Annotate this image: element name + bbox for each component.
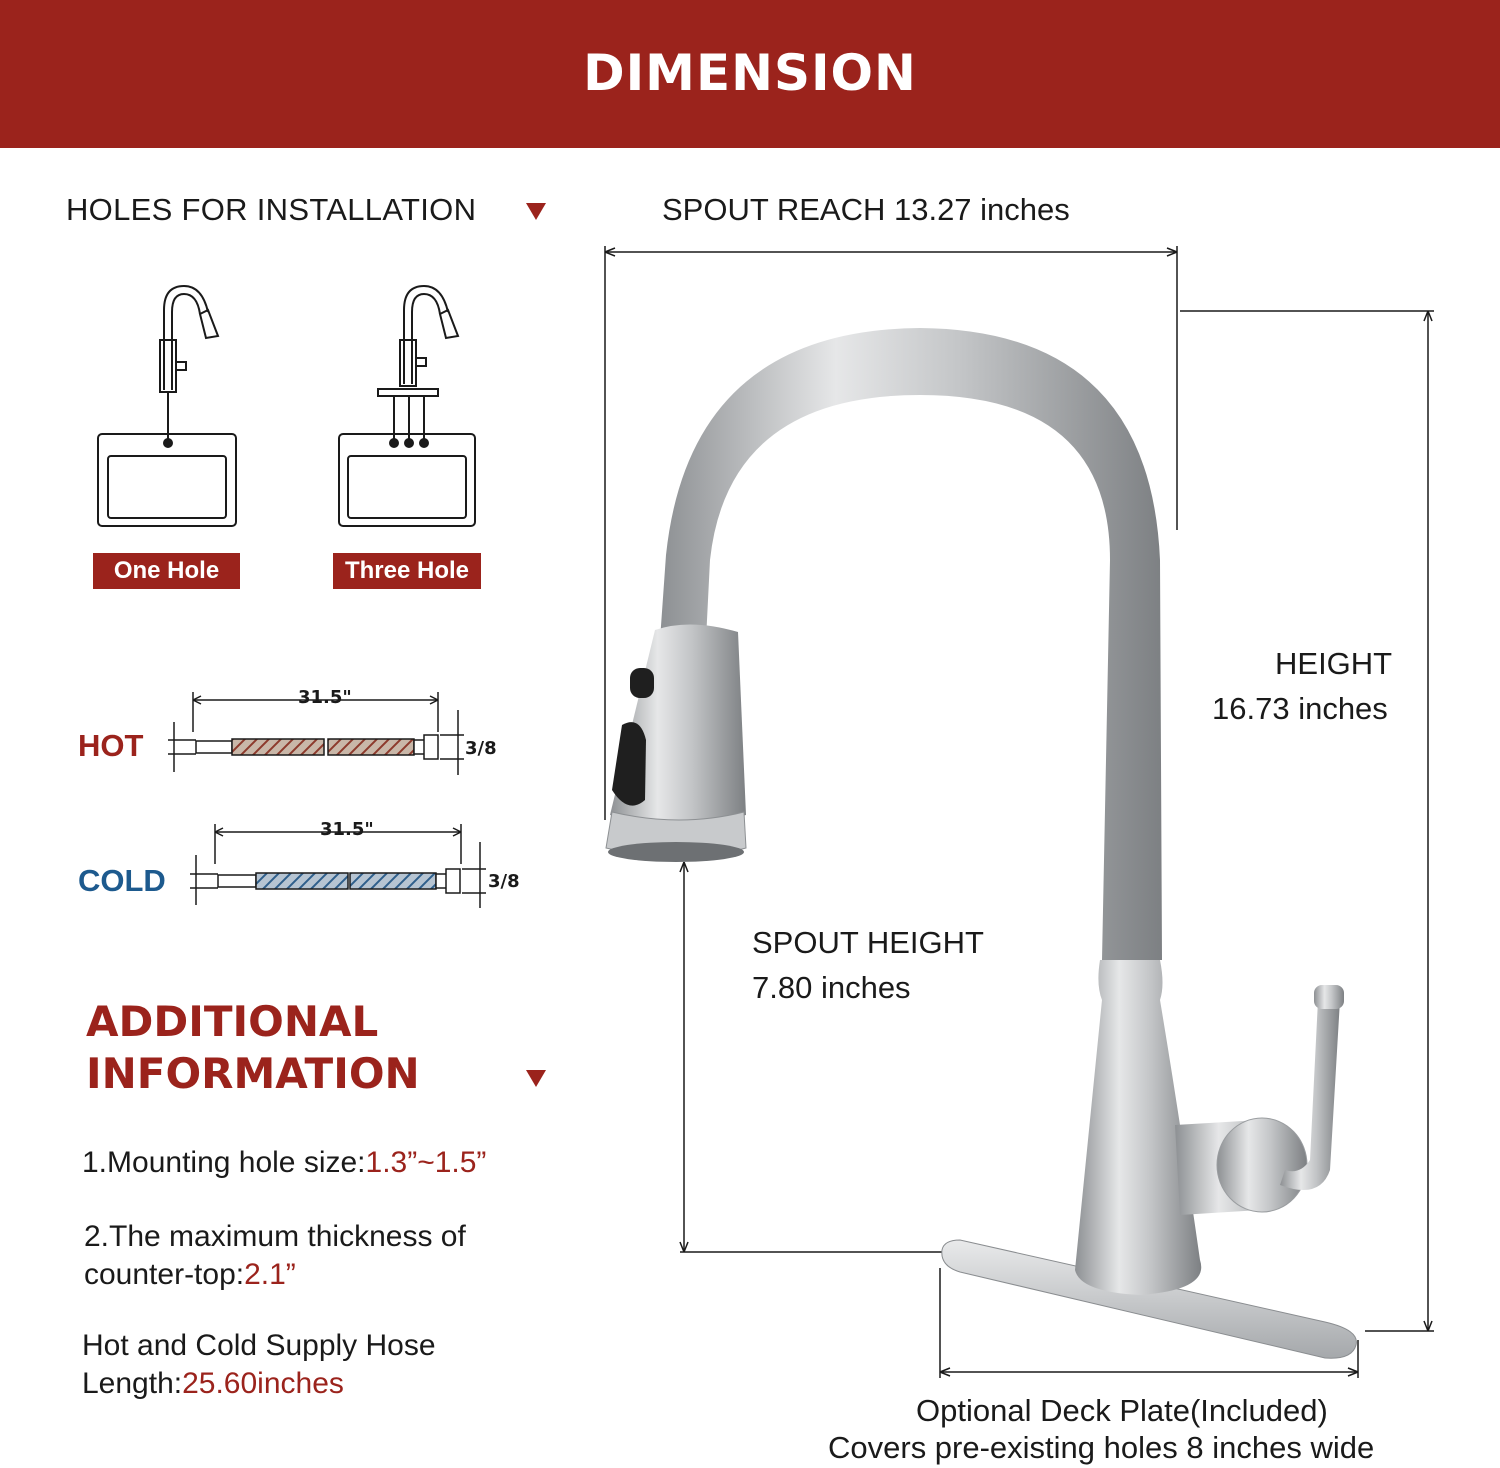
- spout-height-label: SPOUT HEIGHT: [752, 925, 984, 960]
- cold-label: COLD: [78, 863, 166, 898]
- hot-hose-length: 31.5": [298, 687, 352, 708]
- spout-height-value: 7.80 inches: [752, 970, 911, 1005]
- info-item-value: 1.3”~1.5”: [365, 1146, 487, 1179]
- hot-label: HOT: [78, 728, 144, 763]
- one-hole-tag: One Hole: [93, 553, 240, 589]
- height-label: HEIGHT: [1275, 646, 1393, 681]
- deck-plate-width: Covers pre-existing holes 8 inches wide: [828, 1430, 1375, 1465]
- three-hole-tag: Three Hole: [333, 553, 481, 589]
- cold-hose-diameter: 3/8: [488, 871, 520, 892]
- info-item-text: 2.The maximum thickness of counter-top:: [84, 1220, 466, 1291]
- info-item-thickness: [84, 1218, 564, 1294]
- additional-heading-line2: INFORMATION: [86, 1049, 420, 1098]
- additional-heading-line1: ADDITIONAL: [86, 997, 379, 1046]
- three-hole-faucet-icon: [339, 286, 475, 526]
- cold-hose-length: 31.5": [320, 819, 374, 840]
- info-item-text: Hot and Cold Supply Hose Length:: [82, 1329, 436, 1400]
- hot-hose-diameter: 3/8: [465, 738, 497, 759]
- holes-heading: HOLES FOR INSTALLATION: [66, 192, 477, 227]
- info-item-hose-length: [82, 1327, 562, 1403]
- additional-info-heading: [86, 996, 506, 1100]
- page-title: DIMENSION: [583, 44, 917, 102]
- down-triangle-icon: [526, 1070, 546, 1087]
- info-item-mounting-hole: [82, 1144, 562, 1182]
- one-hole-faucet-icon: [98, 286, 236, 526]
- down-triangle-icon: [526, 203, 546, 220]
- info-item-value: 25.60inches: [182, 1367, 344, 1400]
- height-value: 16.73 inches: [1212, 691, 1388, 726]
- deck-plate-label: Optional Deck Plate(Included): [916, 1393, 1328, 1428]
- info-item-value: 2.1”: [244, 1258, 296, 1291]
- info-item-text: 1.Mounting hole size:: [82, 1146, 366, 1179]
- spout-reach-label: SPOUT REACH 13.27 inches: [662, 192, 1070, 227]
- faucet-image: [606, 328, 1356, 1358]
